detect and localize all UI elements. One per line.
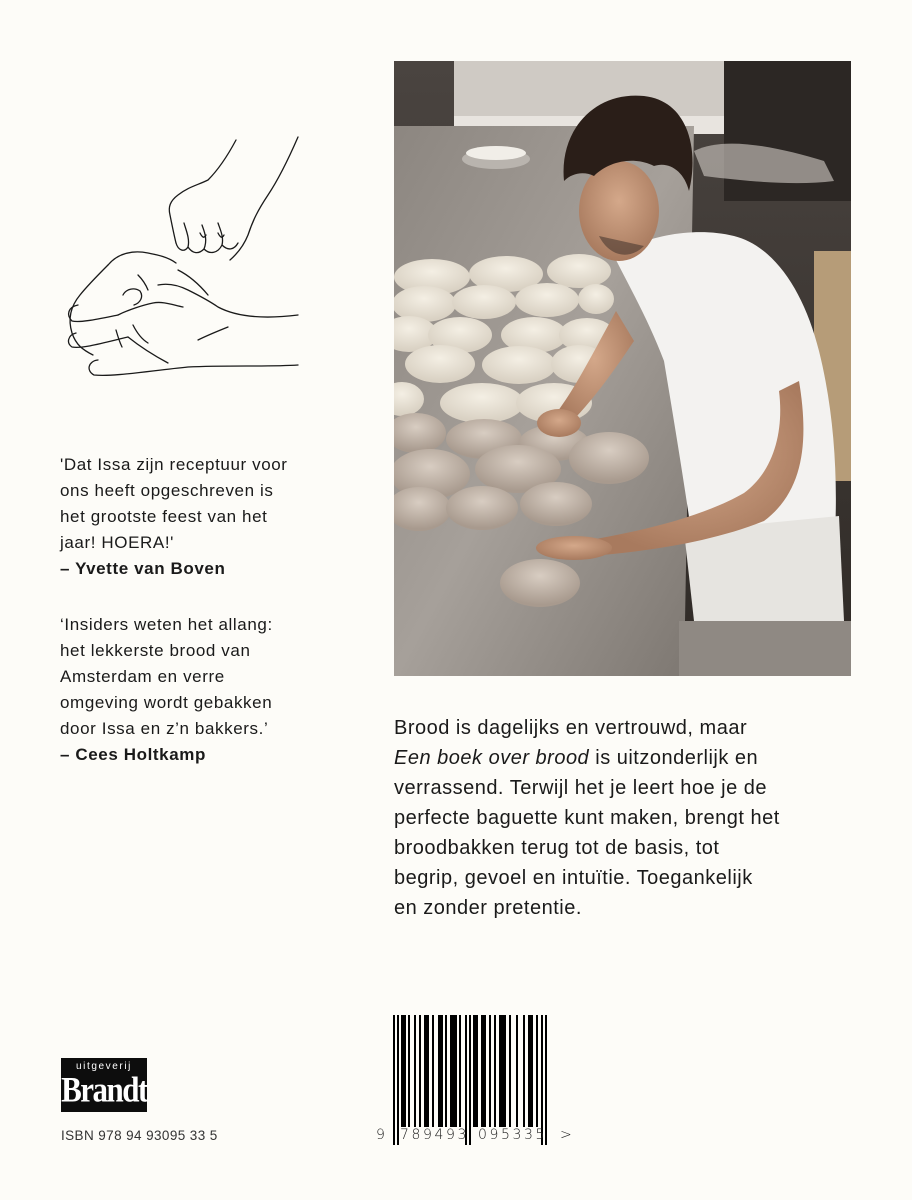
quote-line: ons heeft opgeschreven is (60, 481, 274, 500)
book-title-italic: Een boek over brood (394, 747, 590, 769)
quote-line: jaar! HOERA!' (60, 533, 175, 552)
description-line (394, 743, 864, 773)
barcode-digits-group-1: 789493 (400, 1127, 470, 1143)
publisher-name: Brandt (61, 1069, 147, 1110)
quote-yvette-van-boven (60, 452, 340, 582)
quote-line: het grootste feest van het (60, 507, 268, 526)
publisher-label: uitgeverij (75, 1061, 133, 1072)
barcode-lead-digit: 9 (376, 1127, 388, 1143)
quote-line: ‘Insiders weten het allang: (60, 615, 273, 634)
baker-photo (394, 61, 851, 676)
book-description (394, 713, 864, 923)
quote-line: omgeving wordt gebakken (60, 693, 273, 712)
barcode-digits-group-2: 095335 (478, 1127, 548, 1143)
description-line: broodbakken terug tot de basis, tot (394, 837, 720, 859)
barcode-quiet-zone-marker: > (560, 1127, 575, 1143)
hands-illustration (58, 135, 308, 380)
description-line: verrassend. Terwijl het je leert hoe je de (394, 777, 768, 799)
description-line: perfecte baguette kunt maken, brengt het (394, 807, 780, 829)
quote-line: het lekkerste brood van (60, 641, 251, 660)
quote-line: 'Dat Issa zijn receptuur voor (60, 455, 288, 474)
quote-line: door Issa en z’n bakkers.’ (60, 719, 269, 738)
quote-cees-holtkamp (60, 612, 340, 768)
description-text: is uitzonderlijk en (589, 747, 759, 769)
quote-author: – Cees Holtkamp (60, 745, 206, 764)
quote-author: – Yvette van Boven (60, 559, 226, 578)
description-line: Brood is dagelijks en vertrouwd, maar (394, 717, 748, 739)
quote-line: Amsterdam en verre (60, 667, 225, 686)
isbn-text: ISBN 978 94 93095 33 5 (61, 1128, 218, 1143)
description-line: en zonder pretentie. (394, 897, 582, 919)
description-line: begrip, gevoel en intuïtie. Toegankelijk (394, 867, 753, 889)
publisher-logo (61, 1058, 147, 1112)
